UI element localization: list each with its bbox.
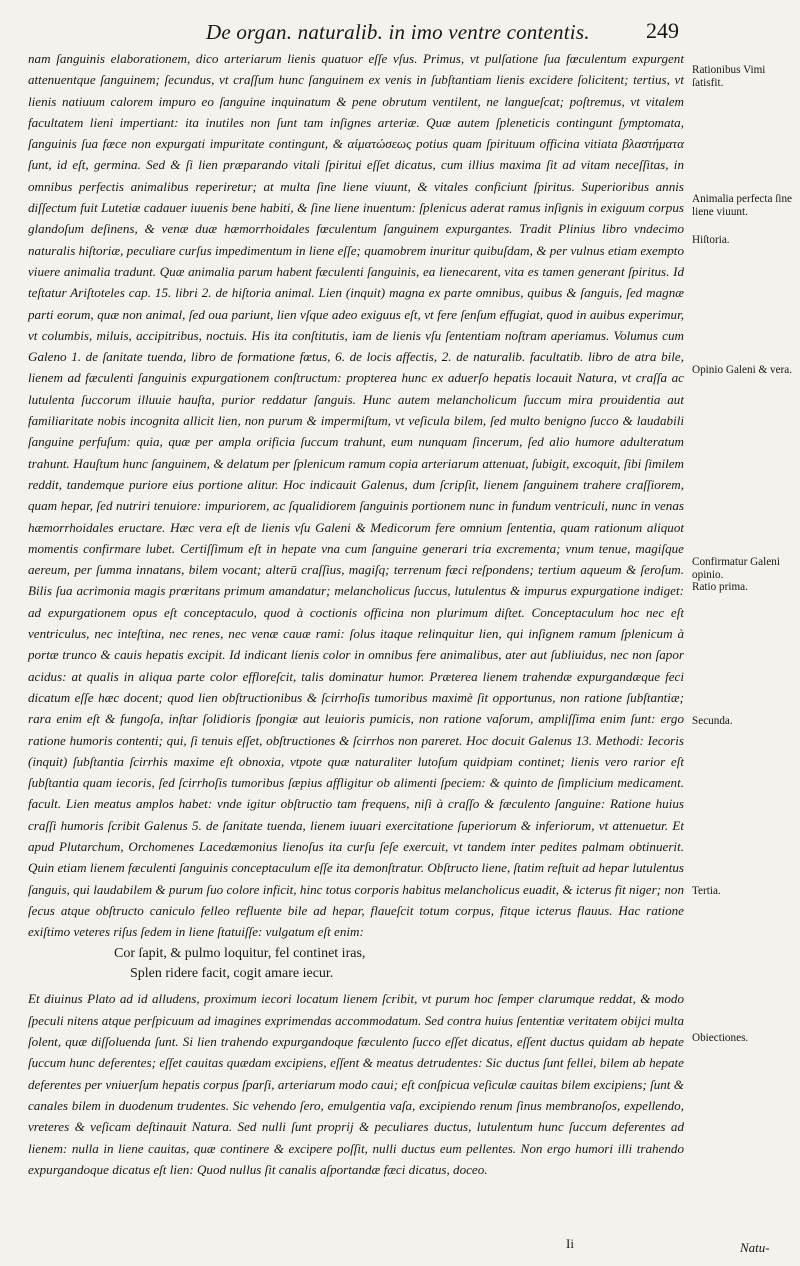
margin-note: Rationibus Vimi ſatisfit. [692,64,766,89]
body-paragraph: Et diuinus Plato ad id alludens, proximum iecori locatum lienem ſcribit, vt purum hoc ſemper clarumque reddat, & modo ſpeculi nitens atque perſpicuum ad imagines exprimendas accommodatum. Sed contra huius ſententiæ veritatem obijci multa ſolent, quæ diſſoluenda ſunt. Si lien trahendo expurgandoque fæculento ſucco eſſet dicatus, eſſent ductus quidam ab hepate ſuccum hunc deferentes; eſſet cauitas quædam excipiens, eſſent & meatus detrudentes: Sic ductus ſunt fellei, bilem ab hepate deferentes per vniuerſum hepatis corpus ſparſi, arteriarum modo caui; eſt conſpicua veſiculæ cauitas bilem excipiens; ſunt & canales bilem in duodenum trudentes. Sic vehendo ſero, emulgentia vaſa, excipiendo renum ſinus membranoſos, expellendo, vreteres & veſicam deſtinauit Natura. Sed nulli ſunt proprij & peculiares ductus, lutulentum hunc ſuccum deferentes ad lienem: nulla in liene cauitas, quæ continere & excipere poſſit, nulli ductus eum pellentes. Non ergo humori illi trahendo expurgandoque dicatus eſt lien: Quod nullus ſit canalis aſportandæ fæci dicatus, doceo. [28,991,684,1177]
catchword: Natu- [740,1240,770,1255]
margin-note: Obiectiones. [692,1032,749,1044]
page-number: 249 [646,18,679,43]
margin-note: Opinio Galeni & vera. [692,364,793,376]
signature-mark: Ii [566,1236,574,1251]
margin-note: Confirmatur Galeni opinio. [692,556,780,581]
verse-line: Cor ſapit, & pulmo loquitur, fel continet iras, [114,946,366,962]
margin-note: Hiſtoria. [692,234,730,246]
margin-note: Animalia perfecta ſine liene viuunt. [692,193,793,218]
page-footer [0,1236,800,1260]
running-title: De organ. naturalib. in imo ventre contentis. [206,20,590,44]
verse-quotation [28,944,684,984]
running-head [28,18,786,48]
main-text [28,48,684,1180]
margin-note: Secunda. [692,715,733,727]
verse-line: Splen ridere facit, cogit amare iecur. [130,966,334,982]
body-paragraph: nam ſanguinis elaborationem, dico arteriarum lienis quatuor eſſe vſus. Primus, vt pulſatione ſua fœculentum expurgent attenuentque ſanguinem; ſecundus, vt craſſum hunc ſanguinem ex venis in ſubſtantiam lienis excidere ſolicitent; tertius, vt lienis natiuum calorem impuro eo ſanguine inquinatum & pene obrutum ventilent, ne langueſcat; poſtremus, vt vitalem facultatem lieni impertiant: ita inutiles non ſunt tam inſignes arteriæ. Quæ autem ſpleneticis contingunt ſymptomata, ſanguinis ſua fæce non expurgati impuritate contingunt, & αἱματώσεως potius quam ſpirituum officina vitiata βλαστήματα ſunt, id eſt, germina. Sed & ſi lien præparando vitali ſpiritui eſſet dicatus, cum illius maxima ſit ad vitam neceſſitas, in omnibus perfectis animalibus reperiretur; at multa ſine liene viuunt, & vitales conficiunt ſpiritus. Superioribus annis diſſectum fuit Lutetiæ cadauer iuuenis bene habiti, & ſine liene inuentum: ſplenicus aderat ramus inſignis in exiguum corpus glandoſum deſinens, & venæ duæ hæmorrhoidales fœculentum ſanguinem expurgantes. Tradit Plinius libro vndecimo naturalis hiſtoriæ, peculiare curſus impedimentum in liene eſſe; quamobrem inuritur quibuſdam, & per vulnus etiam exempto viuere animalia tradunt. Quæ animalia parum habent fæculenti ſanguinis, ea lienecarent, vita es tamen generant ſpiritus. Id teſtatur Ariſtoteles cap. 15. libri 2. de hiſtoria animal. Lien (inquit) magna ex parte omnibus, quibus & ſanguis, ſed magnæ parti eorum, quæ non animal, ſed oua pariunt, lien vſque adeo exiguus eſt, vt fere ſenſum effugiat, quod in auibus experimur, vt columbis, miluis, accipitribus, noctuis. His ita conſtitutis, iam de lienis vſu ſententiam noſtram aperiamus. Volumus cum Galeno 1. de ſanitate tuenda, libro de formatione fœtus, 6. de locis affectis, 2. de naturalib. facultatib. libro de atra bile, lienem ad fæculenti ſanguinis expurgationem conſtructum: propterea hunc ex aduerſo hepatis locauit Natura, vt craſſa ac lutulenta ſuccorum illuuie hauſta, purior reddatur ſanguis. Hunc autem melancholicum ſuccum mira prouidentia aut familiaritate nobis incognita allicit lien, non purum & impermiſtum, vt veſicula bilem, ſed multo benigno ſucco & laudabili ſanguine perfuſum: quia, quæ per ampla orificia ſuccum trahunt, eum nunquam ſincerum, ſed alio humore adulteratum trahunt. Hauſtum hunc ſanguinem, & delatum per ſplenicum ramum copia arteriarum attenuat, ſubigit, excoquit, ſibi ſimilem reddit, tandemque puriore eius portione alitur. Hoc indicauit Galenus, dum ſcripſit, lienem ſanguinem trahere craſſiorem, quam hepar, ſed nutriri tenuiore: impuriorem, ac ſqualidiorem ſanguinis portionem nunc in fundum ventriculi, nunc in venas hæmorrhoidales eructare. Hæc vera eſt de lienis vſu Galeni & Medicorum fere omnium ſententia, quam rationum aliquot momentis confirmare lubet. Certiſſimum eſt in hepate vna cum ſanguine generari tria excrementa; vnum tenue, magiſque aereum, per ſumma innatans, bilem vocant; alterū craſſius, magiſq; terrenum fæci reſpondens; tertium aqueum & ſeroſum. Bilis ſua acrimonia magis prœritans primum amandatur; melancholicus ſuccus, lutulentus & impurus expurgatione indiget: ad expurgationem opus eſt conceptaculo, quod à coctionis officina non plurimum diſtet. Conceptaculum hoc nec eſt ventriculus, nec inteſtina, nec renes, nec venæ cauæ rami: ſolus itaque relinquitur lien, qui inſignem ramum ſplenicum à portæ trunco & cauis hepatis excipit. Id indicant lienis color in omnibus fere animalibus, ater aut ſubliuidus, nec non ſapor acidus: at qualis in aliqua parte color effloreſcit, talis dominatur humor. Præterea lienem trahendæ expurgandæque feci dicatum eſſe hæc docent; quod lien obſtructionibus & ſcirrhoſis tumoribus maximè ſit opportunus, non ratione ſubſtantiæ; rara enim eſt & fungoſa, inſtar ſolidioris ſpongiæ aut leuioris pumicis, non ratione vaſorum, ampliſſima enim ſunt: ergo ratione humoris contenti; qui, ſi tenuis eſſet, obſtructiones & ſcirrhos non pareret. Hoc docuit Galenus 13. Methodi: Iecoris (inquit) ſubſtantia ſcirrhis maxime eſt obnoxia, vtpote quæ naturaliter lutoſum quidpiam continet; lienis vero rarior eſt ſubſtantia quam iecoris, ſed ſcirrhoſis tumoribus ſæpius affligitur ob alimenti ſpeciem: & quinto de ſimplicium medicament. facult. Lien meatus amplos habet: vnde igitur obſtructio tam frequens, niſi à craſſo & fæculento ſanguine: Ratione huius craſſi humoris ſcribit Galenus 5. de ſanitate tuenda, lienem iuuari exercitatione ſuperiorum & inferiorum, vt attenuetur. Et apud Plutarchum, Orchomenes Lacedæmonius lienoſus ita curſu ſeſe exercuit, vt tandem inter pedites palmam obtinuerit. Quin etiam lienem fæculenti ſanguinis conceptaculum eſſe ita demonſtratur. Obſtructo liene, ſtatim reſtuit ad hepar lutulentus ſanguis, qui laudabilem & purum ſuo colore inficit, hinc totus corporis habitus melancholicus euadit, & icterus fit niger; non ſecus atque obſtructo caniculo felleo refluente bile ad hepar, flaueſcit totum corpus, fitque icterus flauus. Hac ratione exiſtimo veteres riſus ſedem in liene ſtatuiſſe: vulgatum eſt enim: [28,51,684,940]
margin-note: Ratio prima. [692,581,748,593]
margin-note: Tertia. [692,885,721,897]
